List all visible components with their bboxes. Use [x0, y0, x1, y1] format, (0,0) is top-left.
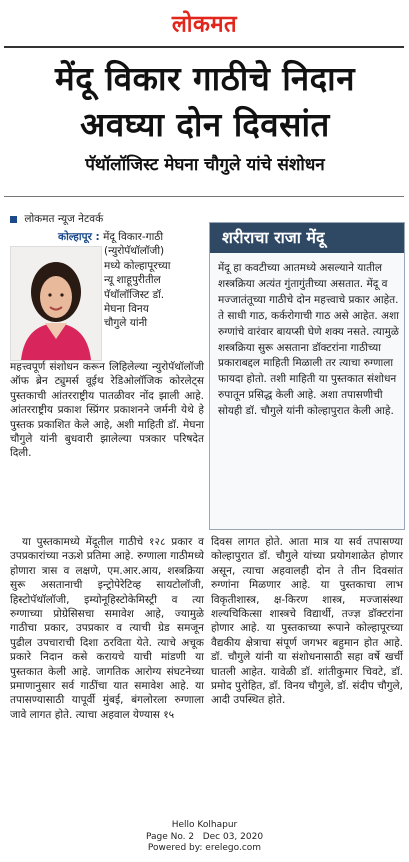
lead-line-3: न्यू शाहूपुरीतील	[104, 274, 161, 287]
lead-line-6: चौगुले यांनी	[104, 317, 148, 330]
masthead	[0, 8, 409, 42]
lead-line-2: मध्ये कोल्हापूरच्या	[104, 259, 171, 272]
body-paragraph-2	[10, 535, 204, 722]
footer-source: Hello Kolhapur	[171, 820, 238, 830]
lead-line-5: मेघना विनय	[104, 303, 149, 316]
lead-paragraph-top	[58, 230, 204, 244]
byline-square-icon	[10, 216, 17, 223]
portrait-photo-icon	[11, 247, 101, 360]
sidebar-title: शरीराचा राजा मेंदू	[210, 223, 404, 253]
byline	[10, 212, 103, 226]
subheadline: पॅथॉलॉजिस्ट मेघना चौगुले यांचे संशोधन	[85, 155, 325, 175]
byline-text: लोकमत न्यूज नेटवर्क	[24, 213, 104, 225]
body-paragraph-2-text: या पुस्तकामध्ये मेंदूतील गाठीचे १२८ प्रकार व उपप्रकारांच्या नऊशे प्रतिमा आहे. रुग्णाला गाठीमध्ये होणारा त्रास व लक्षणे, एम.आर.आय, शस्त्रक्रिया सुरू असतानाची इन्ट्रोपेरेटिव्ह सायटोलॉजी, हिस्टोपॅथॉलॉजी, इम्योनूहिस्टोकेमिस्ट्री व त्या रुग्णाच्या प्रोग्रेसिसचा समावेश आहे, ज्यामुळे गाठीचा प्रकार, उपप्रकार व त्याची ग्रेड समजून पुढील उपचाराची दिशा ठरविता येते. त्याचे अचूक प्रकारे निदान कसे करायचे याची मांडणी या पुस्तकात केली आहे. जागतिक आरोग्य संघटनेच्या प्रमाणानुसार सर्व गाठींचा यात समावेश आहे. या तपासण्यासाठी यापूर्वी मुंबई, बंगलोरला रुग्णाला जावे लागत होते. त्याचा अहवाल येण्यास १५	[10, 536, 204, 721]
lead-line-4: पॅथॉलॉजिस्ट डॉ.	[104, 288, 165, 301]
headline-line-1: मेंदू विकार गाठीचे निदान	[54, 59, 356, 98]
footer-powered-by: Powered by: erelego.com	[147, 843, 262, 853]
body-right-column-text: दिवस लागत होते. आता मात्र या सर्व तपासण्या कोल्हापुरात डॉ. चौगुले यांच्या प्रयोगशाळेत होणार असून, त्याचा अहवालही दोन ते तीन दिवसांत रुग्णांना मिळणार आहे. या पुस्तकाचा लाभ विकृतीशास्त्र, क्ष-किरण शास्त्र, मज्जासंस्था शल्यचिकित्सा शास्त्रचे विद्यार्थी, तज्ज्ञ डॉक्टरांना होणार आहे. या पुस्तकाच्या रूपाने कोल्हापूरच्या वैद्यकीय क्षेत्राचा संपूर्ण जगभर बहुमान होत आहे. डॉ. चौगुले यांनी या संशोधनासाठी सहा वर्षे खर्ची घातली आहेत. यावेळी डॉ. शांतीकुमार चिवटे, डॉ. प्रमोद पुरोहित, डॉ. विनय चौगुले, डॉ. संदीप चौगुले, आदी उपस्थित होते.	[211, 536, 403, 707]
body-right-column	[211, 535, 403, 708]
subhead-rule	[4, 196, 404, 197]
lead-lines-beside-photo	[104, 244, 204, 330]
lokmat-logo: लोकमत	[171, 10, 238, 38]
footer-page-date: Page No. 2 Dec 03, 2020	[145, 831, 264, 842]
lead-paragraph-rest	[10, 360, 204, 461]
sidebar-text: मेंदू हा कवटीच्या आतमध्ये असल्याने यातील शस्त्रक्रिया अत्यंत गुंतागुंतीच्या असतात. मेंदू व मज्जातंतूच्या गाठीचे दोन महत्त्वाचे प्रकार आहेत. ते साधी गाठ, कर्करोगाची गाठ असे आहेत. अशा रुग्णांचे वारंवार बायप्सी घेणे शक्य नसते. त्यामुळे शस्त्रक्रिया सुरू असताना डॉक्टरांना गाठीच्या प्रकाराबद्दल माहिती मिळाली तर त्याचा रुग्णाला फायदा होतो. तशी माहिती या पुस्तकात संशोधन रुपातून प्रसिद्ध केली आहे. अशा तपासणीची सोयही डॉ. चौगुले यांनी कोल्हापुरात केली आहे.	[218, 262, 399, 418]
headline-line-2: अवघ्या दोन दिवसांत	[80, 105, 330, 144]
dateline: कोल्हापूर :	[58, 231, 100, 243]
lead-line-1: (न्युरोपॅथॉलॉजी)	[104, 245, 165, 258]
lead-paragraph-text: महत्त्वपूर्ण संशोधन करून लिहिलेल्या न्युरोपॅथॉलॉजी ऑफ ब्रेन ट्युमर्स वूईथ रेडिओलॉजिक कोरलेट्स पुस्तकाची आंतरराष्ट्रीय पातळीवर नोंद झाली आहे. आंतरराष्ट्रीय प्रकाश स्प्रिंगर प्रकाशनने जर्मनी येथे हे पुस्तक प्रकाशित केले आहे, अशी माहिती डॉ. मेघना चौगुले यांनी बुधवारी झालेल्या पत्रकार परिषदेत दिली.	[10, 361, 204, 460]
author-photo	[10, 246, 102, 361]
masthead-rule	[4, 46, 404, 48]
footer	[0, 820, 409, 855]
lead-line-0: मेंदू विकार-गाठी	[103, 231, 164, 243]
sidebar-box	[209, 222, 405, 530]
